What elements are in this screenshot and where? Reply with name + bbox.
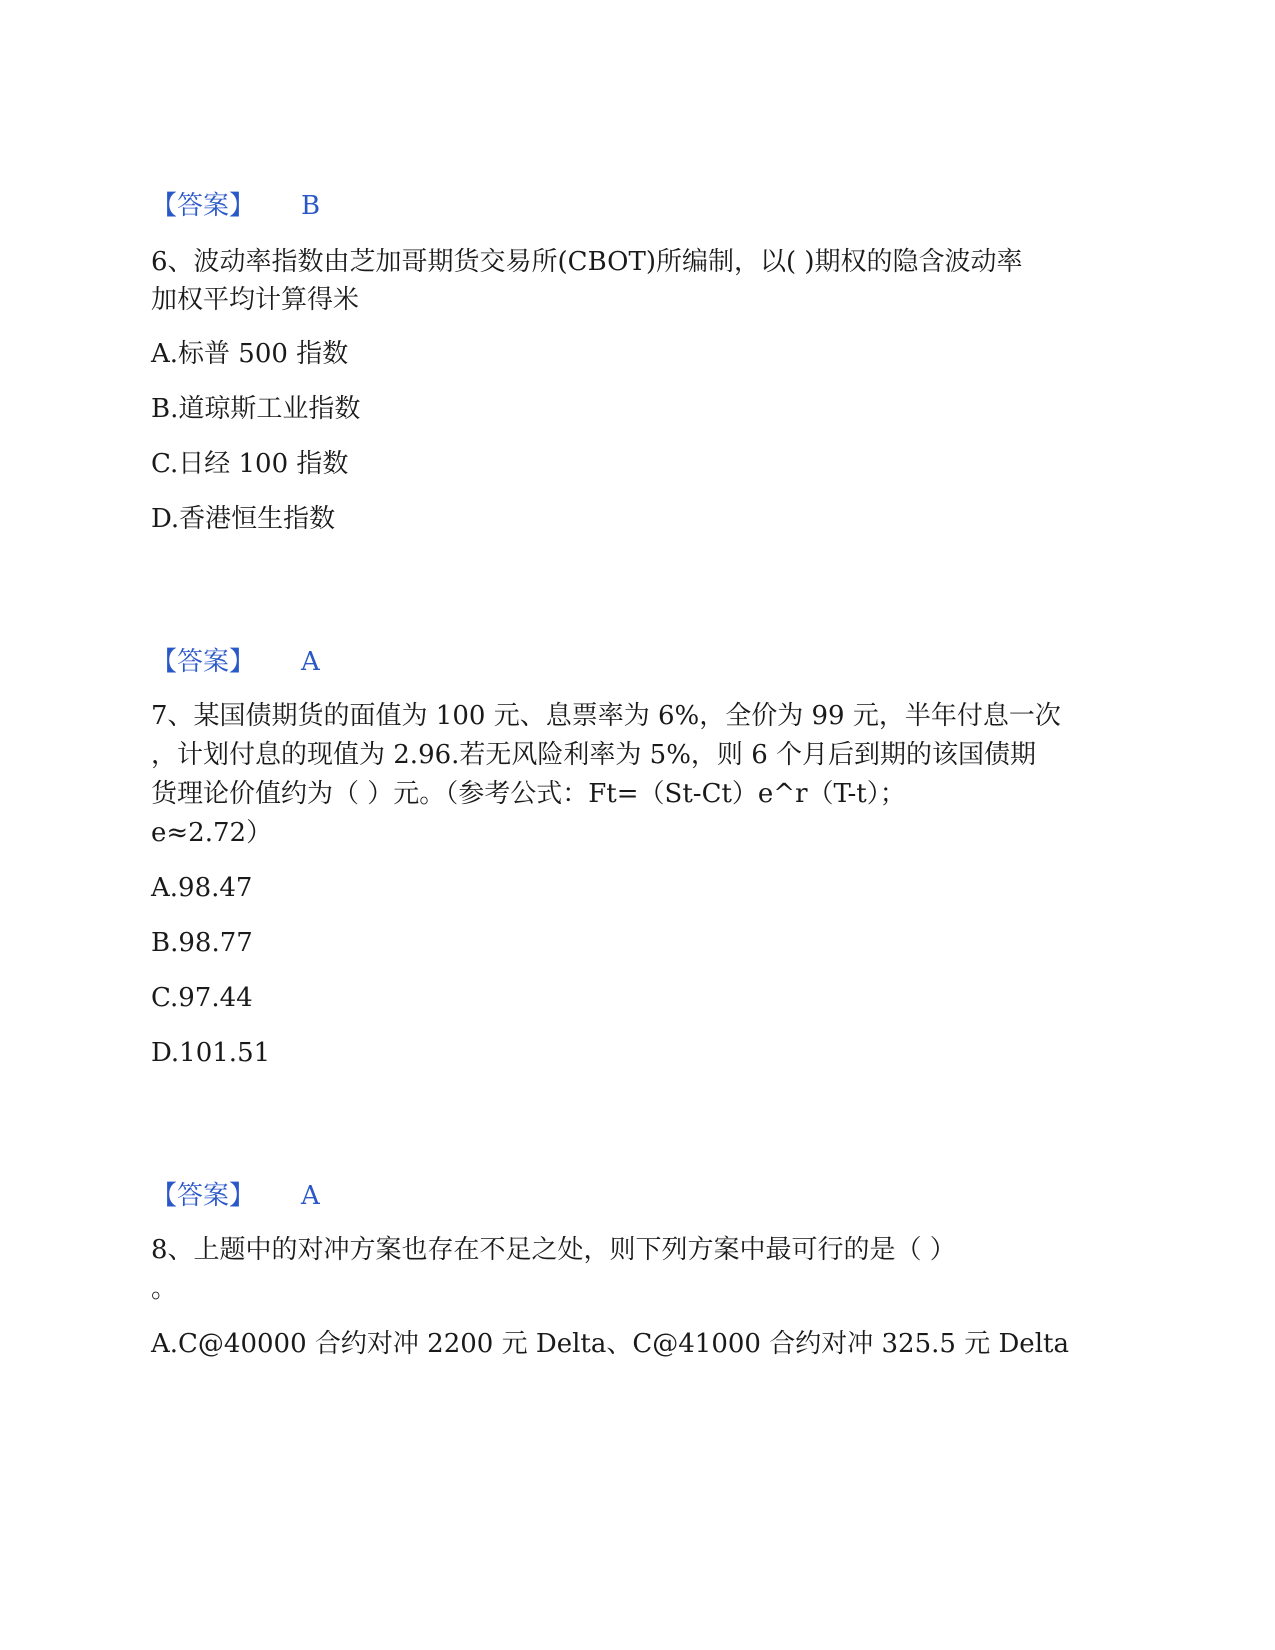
question-7-option-d: D.101.51 xyxy=(151,1038,271,1068)
question-6-line-1: 6、波动率指数由芝加哥期货交易所(CBOT)所编制，以( )期权的隐含波动率 xyxy=(151,247,1023,277)
question-6-option-a: A.标普 500 指数 xyxy=(151,339,349,369)
answer-value: B xyxy=(301,191,321,221)
question-6-option-b: B.道琼斯工业指数 xyxy=(151,394,361,424)
question-7-option-b: B.98.77 xyxy=(151,928,253,958)
answer-label: 【答案】 xyxy=(151,191,256,221)
question-7-line-1: 7、某国债期货的面值为 100 元、息票率为 6%，全价为 99 元，半年付息一次 xyxy=(151,701,1061,731)
question-7-option-a: A.98.47 xyxy=(151,873,253,903)
answer-line xyxy=(151,642,320,682)
answer-line xyxy=(151,186,320,226)
question-6-option-c: C.日经 100 指数 xyxy=(151,449,349,479)
answer-label: 【答案】 xyxy=(151,647,256,677)
question-8-option-a: A.C@40000 合约对冲 2200 元 Delta、C@41000 合约对冲 325.5 元 Delta xyxy=(151,1329,1069,1359)
question-6-line-2: 加权平均计算得米 xyxy=(151,285,360,315)
question-8-line-1: 8、上题中的对冲方案也存在不足之处，则下列方案中最可行的是（ ） xyxy=(151,1235,956,1265)
question-8-line-2: 。 xyxy=(151,1274,178,1304)
question-6-option-d: D.香港恒生指数 xyxy=(151,504,336,534)
answer-value: A xyxy=(301,1181,320,1211)
answer-line xyxy=(151,1176,320,1216)
question-7-line-3: 货理论价值约为（ ）元。（参考公式：Ft=（St-Ct）e^r（T-t）； xyxy=(151,779,906,809)
question-7-line-2: ，计划付息的现值为 2.96.若无风险利率为 5%，则 6 个月后到期的该国债期 xyxy=(151,740,1037,770)
question-7-line-4: e≈2.72） xyxy=(151,818,273,848)
question-7-option-c: C.97.44 xyxy=(151,983,253,1013)
answer-label: 【答案】 xyxy=(151,1181,256,1211)
answer-value: A xyxy=(301,647,320,677)
